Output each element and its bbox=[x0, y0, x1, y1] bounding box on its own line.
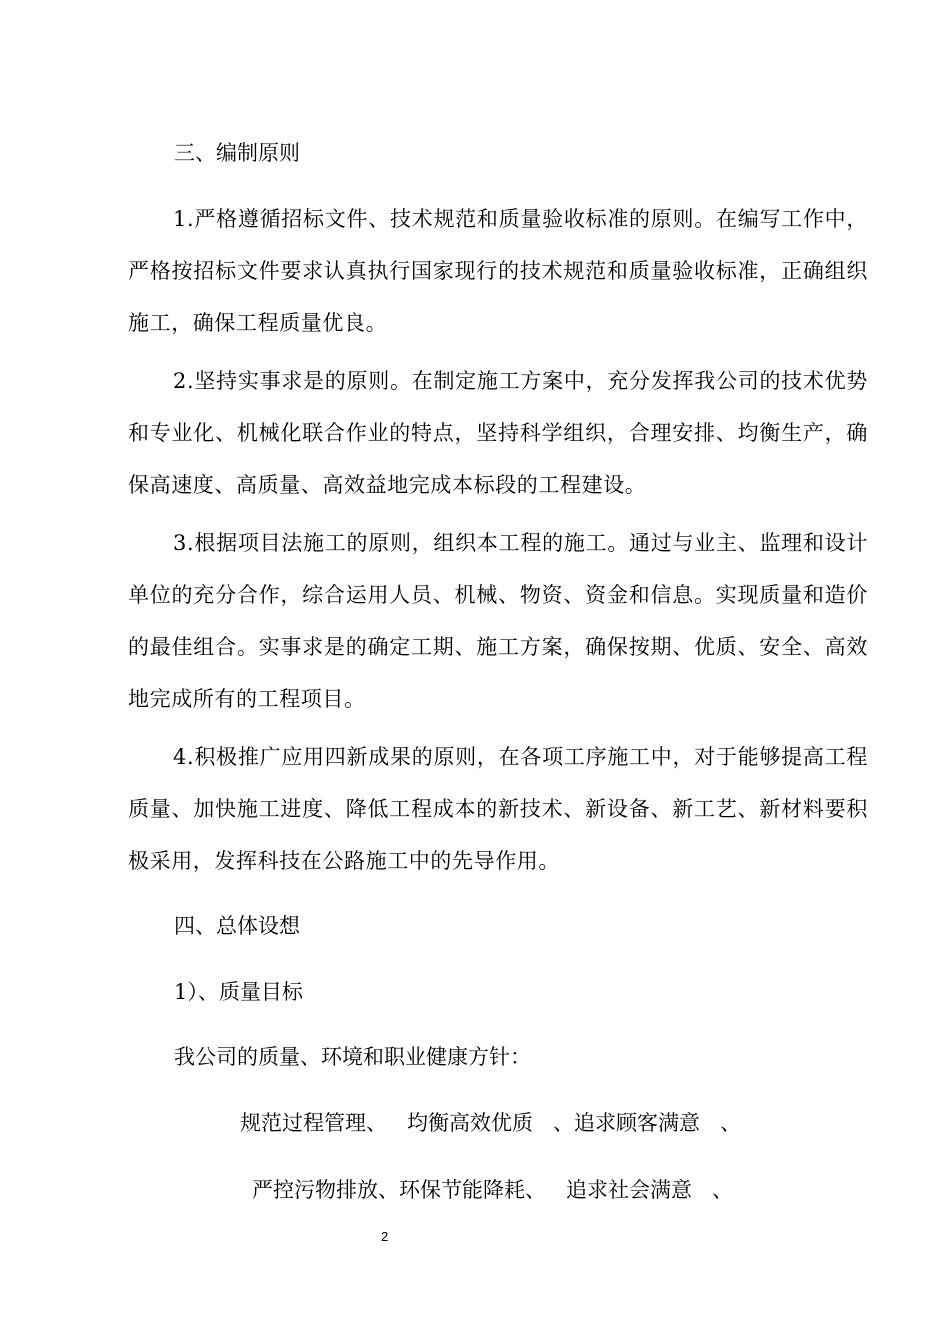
paragraph-principle-2: 2.坚持实事求是的原则。在制定施工方案中，充分发挥我公司的技术优势和专业化、机械化联合作业的特点，坚持科学组织，合理安排、均衡生产，确保高速度、高质量、高效益地完成本标段的工程建设。 bbox=[128, 369, 868, 497]
page-number: 2 bbox=[381, 1229, 389, 1244]
paragraph-principle-4: 4.积极推广应用四新成果的原则，在各项工序施工中，对于能够提高工程质量、加快施工进度、降低工程成本的新技术、新设备、新工艺、新材料要积极采用，发挥科技在公路施工中的先导作用。 bbox=[128, 745, 868, 873]
subheading-quality-goal: 1）、质量目标 bbox=[174, 980, 303, 1004]
policy-line-2: 严控污物排放、环保节能降耗、 追求社会满意 、 bbox=[252, 1178, 734, 1202]
paragraph-principle-1: 1.严格遵循招标文件、技术规范和质量验收标准的原则。在编写工作中，严格按招标文件要求认真执行国家现行的技术规范和质量验收标准，正确组织施工，确保工程质量优良。 bbox=[128, 207, 868, 335]
paragraph-principle-3: 3.根据项目法施工的原则，组织本工程的施工。通过与业主、监理和设计单位的充分合作，综合运用人员、机械、物资、资金和信息。实现质量和造价的最佳组合。实事求是的确定工期、施工方案，确保按期、优质、安全、高效地完成所有的工程项目。 bbox=[128, 531, 868, 711]
section-heading-principles: 三、编制原则 bbox=[174, 141, 300, 165]
section-heading-overall-concept: 四、总体设想 bbox=[174, 914, 300, 938]
policy-line-1: 规范过程管理、 均衡高效优质 、追求顾客满意 、 bbox=[240, 1111, 742, 1135]
policy-intro-text: 我公司的质量、环境和职业健康方针： bbox=[174, 1045, 531, 1069]
